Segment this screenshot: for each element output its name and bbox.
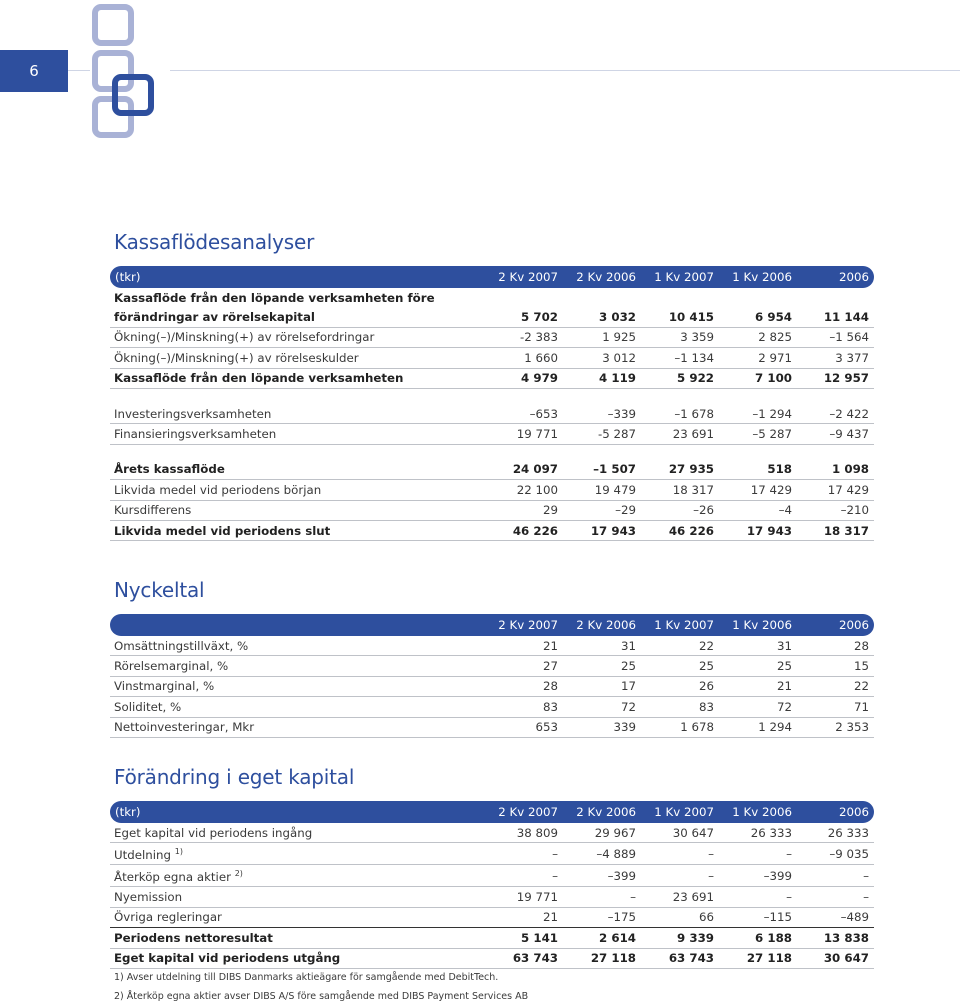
table-row	[110, 887, 874, 907]
row-label-text: Rörelsemarginal, %	[114, 659, 229, 674]
row-label	[110, 843, 484, 865]
value-cell: 22 100	[484, 480, 562, 500]
row-label	[110, 636, 484, 656]
table-row	[110, 424, 874, 444]
value-cell: 21	[484, 636, 562, 656]
header-period-cell: 1 Kv 2007	[640, 614, 718, 636]
value-cell: –	[718, 887, 796, 907]
value-cell: –1 678	[640, 404, 718, 424]
row-label-text: Nettoinvesteringar, Mkr	[114, 720, 255, 735]
value-cell: –399	[718, 865, 796, 887]
value-cell: –	[562, 887, 640, 907]
value-cell: –1 134	[640, 348, 718, 368]
value-cell: –115	[718, 907, 796, 927]
table-row	[110, 288, 874, 307]
value-cell: 3 377	[796, 348, 874, 368]
value-cell: –26	[640, 500, 718, 520]
keyratios-title: Nyckeltal	[114, 578, 205, 602]
value-cell: –	[640, 865, 718, 887]
value-cell: 17 943	[562, 520, 640, 540]
value-cell: 12 957	[796, 368, 874, 388]
value-cell: -2 383	[484, 327, 562, 347]
row-label-text: Ökning(–)/Minskning(+) av rörelseskulder	[114, 350, 359, 365]
row-label-text: Investeringsverksamheten	[114, 406, 272, 421]
value-cell: 63 743	[484, 948, 562, 968]
row-spacer	[110, 388, 874, 404]
table-row	[110, 865, 874, 887]
cashflow-header-row	[110, 266, 874, 288]
row-label-text: Ökning(–)/Minskning(+) av rörelsefordringar	[114, 330, 375, 345]
value-cell: 653	[484, 717, 562, 737]
value-cell: 31	[562, 636, 640, 656]
row-label-text: Kassaflöde från den löpande verksamheten	[114, 371, 404, 386]
value-cell: 518	[718, 460, 796, 480]
value-cell: 26 333	[718, 823, 796, 843]
value-cell: 27 118	[718, 948, 796, 968]
value-cell: 17 429	[796, 480, 874, 500]
company-logo-icon	[88, 2, 158, 142]
row-label	[110, 520, 484, 540]
value-cell: 72	[718, 697, 796, 717]
row-label	[110, 948, 484, 968]
row-label	[110, 823, 484, 843]
value-cell: 27 118	[562, 948, 640, 968]
value-cell: –1 564	[796, 327, 874, 347]
header-period-cell: 1 Kv 2006	[718, 614, 796, 636]
value-cell: 25	[718, 656, 796, 676]
value-cell: –1 507	[562, 460, 640, 480]
page-number-badge	[0, 50, 68, 92]
equity-table	[110, 801, 874, 969]
table-row	[110, 348, 874, 368]
row-label	[110, 480, 484, 500]
row-label	[110, 500, 484, 520]
value-cell: –	[640, 843, 718, 865]
row-label-text: Utdelning	[114, 848, 172, 863]
value-cell: 1 925	[562, 327, 640, 347]
table-row	[110, 520, 874, 540]
row-label	[110, 460, 484, 480]
row-label-text: Kursdifferens	[114, 503, 192, 518]
value-cell: 30 647	[796, 948, 874, 968]
value-cell: 66	[640, 907, 718, 927]
keyratios-header-row	[110, 614, 874, 636]
value-cell: 21	[484, 907, 562, 927]
value-cell: 23 691	[640, 424, 718, 444]
row-label-text: Periodens nettoresultat	[114, 930, 273, 945]
header-period-cell: 2 Kv 2007	[484, 266, 562, 288]
table-row	[110, 327, 874, 347]
row-label	[110, 887, 484, 907]
value-cell: 13 838	[796, 928, 874, 948]
equity-header-row	[110, 801, 874, 823]
keyratios-table	[110, 614, 874, 738]
value-cell: 15	[796, 656, 874, 676]
value-cell: 46 226	[640, 520, 718, 540]
value-cell: 27 935	[640, 460, 718, 480]
value-cell: 1 098	[796, 460, 874, 480]
header-period-cell: 2 Kv 2007	[484, 614, 562, 636]
row-label	[110, 928, 484, 948]
footnote-marker: 1)	[174, 847, 183, 857]
value-cell	[562, 288, 640, 307]
value-cell: –399	[562, 865, 640, 887]
header-period-cell: 2 Kv 2006	[562, 266, 640, 288]
value-cell: 26	[640, 676, 718, 696]
footnote-1: 1) Avser utdelning till DIBS Danmarks aktieägare för samgående med DebitTech.	[114, 972, 499, 983]
value-cell: 26 333	[796, 823, 874, 843]
row-label-text: Vinstmarginal, %	[114, 679, 215, 694]
row-label-text: Finansieringsverksamheten	[114, 427, 277, 442]
row-label	[110, 288, 484, 307]
value-cell: 30 647	[640, 823, 718, 843]
row-label-text: Kassaflöde från den löpande verksamheten före	[114, 290, 435, 305]
row-label	[110, 368, 484, 388]
row-label	[110, 717, 484, 737]
value-cell: 83	[640, 697, 718, 717]
value-cell: 1 660	[484, 348, 562, 368]
value-cell: 28	[796, 636, 874, 656]
header-rule-left	[68, 70, 90, 71]
table-row	[110, 948, 874, 968]
value-cell: 19 771	[484, 424, 562, 444]
row-label	[110, 697, 484, 717]
value-cell: 2 825	[718, 327, 796, 347]
value-cell: 28	[484, 676, 562, 696]
header-label-cell: (tkr)	[110, 266, 484, 288]
value-cell: 19 771	[484, 887, 562, 907]
value-cell: 29	[484, 500, 562, 520]
header-period-cell: 1 Kv 2006	[718, 266, 796, 288]
row-label-text: Eget kapital vid periodens utgång	[114, 951, 341, 966]
table-row	[110, 636, 874, 656]
footnote-marker: 2)	[234, 869, 243, 879]
table-row	[110, 404, 874, 424]
value-cell: 2 614	[562, 928, 640, 948]
value-cell: 27	[484, 656, 562, 676]
value-cell: –1 294	[718, 404, 796, 424]
table-row	[110, 717, 874, 737]
value-cell: 5 922	[640, 368, 718, 388]
table-row	[110, 928, 874, 948]
value-cell: –	[796, 865, 874, 887]
value-cell: 4 119	[562, 368, 640, 388]
header-period-cell: 2 Kv 2006	[562, 801, 640, 823]
header-rule-right	[170, 70, 960, 71]
equity-title: Förändring i eget kapital	[114, 765, 355, 789]
value-cell: 4 979	[484, 368, 562, 388]
row-label-text: Likvida medel vid periodens slut	[114, 523, 331, 538]
value-cell	[796, 288, 874, 307]
row-label	[110, 327, 484, 347]
row-label-text: Övriga regleringar	[114, 910, 222, 925]
row-label-text: Omsättningstillväxt, %	[114, 638, 249, 653]
header-period-cell: 2 Kv 2006	[562, 614, 640, 636]
value-cell: 2 971	[718, 348, 796, 368]
table-row	[110, 823, 874, 843]
value-cell: –9 035	[796, 843, 874, 865]
value-cell: 3 359	[640, 327, 718, 347]
value-cell	[718, 288, 796, 307]
value-cell: –4 889	[562, 843, 640, 865]
value-cell: 9 339	[640, 928, 718, 948]
cashflow-title: Kassaflödesanalyser	[114, 230, 315, 254]
value-cell: –	[718, 843, 796, 865]
header-period-cell: 1 Kv 2007	[640, 266, 718, 288]
row-label	[110, 656, 484, 676]
value-cell: 3 032	[562, 307, 640, 327]
row-label-text: Likvida medel vid periodens början	[114, 482, 322, 497]
value-cell: 2 353	[796, 717, 874, 737]
row-label	[110, 404, 484, 424]
value-cell: 7 100	[718, 368, 796, 388]
row-label	[110, 676, 484, 696]
value-cell: –29	[562, 500, 640, 520]
value-cell: 1 294	[718, 717, 796, 737]
value-cell: 339	[562, 717, 640, 737]
header-period-cell: 2006	[796, 801, 874, 823]
value-cell: 22	[796, 676, 874, 696]
row-label-text: Årets kassaflöde	[114, 462, 225, 477]
value-cell: 18 317	[796, 520, 874, 540]
header-period-cell: 1 Kv 2007	[640, 801, 718, 823]
table-row	[110, 697, 874, 717]
value-cell: 19 479	[562, 480, 640, 500]
value-cell: 23 691	[640, 887, 718, 907]
row-label	[110, 348, 484, 368]
value-cell: 25	[640, 656, 718, 676]
header-period-cell: 2006	[796, 614, 874, 636]
value-cell: –	[484, 843, 562, 865]
table-row	[110, 307, 874, 327]
value-cell: –	[796, 887, 874, 907]
cashflow-table	[110, 266, 874, 541]
value-cell: 6 188	[718, 928, 796, 948]
value-cell: -5 287	[562, 424, 640, 444]
row-label-text: Eget kapital vid periodens ingång	[114, 825, 313, 840]
value-cell: 29 967	[562, 823, 640, 843]
value-cell: 17 429	[718, 480, 796, 500]
value-cell	[484, 288, 562, 307]
row-label-text: Soliditet, %	[114, 699, 182, 714]
header-label-cell	[110, 614, 484, 636]
value-cell: 71	[796, 697, 874, 717]
footnote-2: 2) Återköp egna aktier avser DIBS A/S före samgående med DIBS Payment Services AB	[114, 991, 529, 1002]
value-cell: 38 809	[484, 823, 562, 843]
value-cell: –	[484, 865, 562, 887]
value-cell: –210	[796, 500, 874, 520]
value-cell: –9 437	[796, 424, 874, 444]
value-cell: 83	[484, 697, 562, 717]
row-label-text: förändringar av rörelsekapital	[114, 310, 315, 325]
value-cell: 10 415	[640, 307, 718, 327]
value-cell: 5 141	[484, 928, 562, 948]
table-row	[110, 368, 874, 388]
value-cell: –653	[484, 404, 562, 424]
header-period-cell: 2006	[796, 266, 874, 288]
table-row	[110, 656, 874, 676]
value-cell: 22	[640, 636, 718, 656]
row-spacer	[110, 444, 874, 460]
table-row	[110, 500, 874, 520]
value-cell: 5 702	[484, 307, 562, 327]
table-row	[110, 676, 874, 696]
value-cell: 6 954	[718, 307, 796, 327]
value-cell: 18 317	[640, 480, 718, 500]
value-cell: 72	[562, 697, 640, 717]
value-cell: 21	[718, 676, 796, 696]
value-cell: –339	[562, 404, 640, 424]
row-label-text: Återköp egna aktier	[114, 870, 231, 885]
value-cell: 24 097	[484, 460, 562, 480]
page-number: 6	[29, 62, 39, 80]
value-cell: 63 743	[640, 948, 718, 968]
value-cell: 31	[718, 636, 796, 656]
row-label-text: Nyemission	[114, 890, 183, 905]
value-cell: –5 287	[718, 424, 796, 444]
value-cell: –2 422	[796, 404, 874, 424]
value-cell: 25	[562, 656, 640, 676]
header-period-cell: 2 Kv 2007	[484, 801, 562, 823]
table-row	[110, 907, 874, 927]
value-cell: 11 144	[796, 307, 874, 327]
table-row	[110, 480, 874, 500]
value-cell: 46 226	[484, 520, 562, 540]
value-cell: –489	[796, 907, 874, 927]
table-row	[110, 460, 874, 480]
value-cell: 17	[562, 676, 640, 696]
header-label-cell: (tkr)	[110, 801, 484, 823]
value-cell: 17 943	[718, 520, 796, 540]
row-label	[110, 424, 484, 444]
table-row	[110, 843, 874, 865]
value-cell: –4	[718, 500, 796, 520]
row-label	[110, 865, 484, 887]
value-cell: –175	[562, 907, 640, 927]
value-cell: 3 012	[562, 348, 640, 368]
header-period-cell: 1 Kv 2006	[718, 801, 796, 823]
row-label	[110, 907, 484, 927]
value-cell: 1 678	[640, 717, 718, 737]
row-label	[110, 307, 484, 327]
value-cell	[640, 288, 718, 307]
